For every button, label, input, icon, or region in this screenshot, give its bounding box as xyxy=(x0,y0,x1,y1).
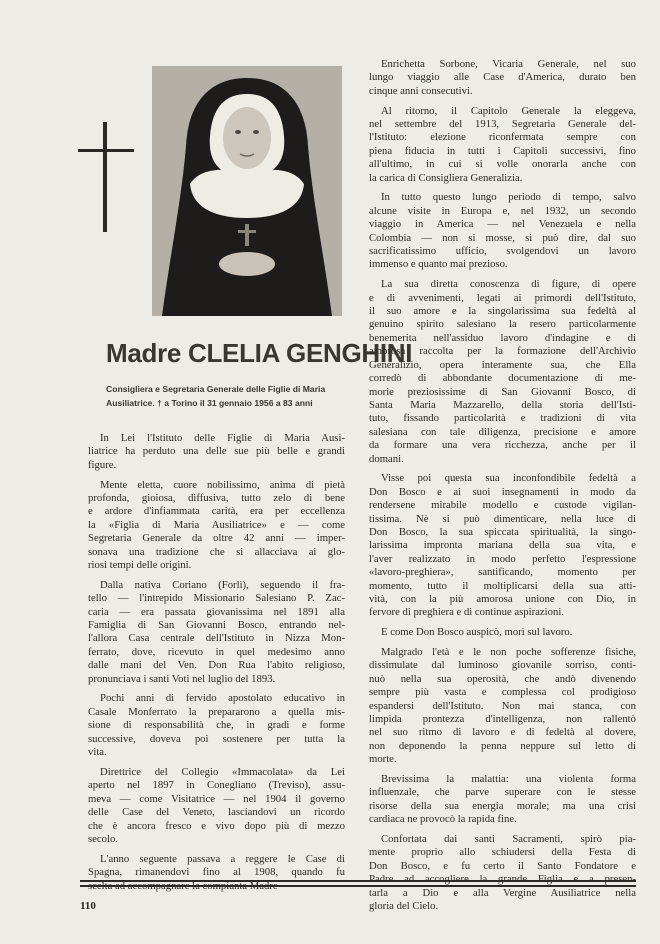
text-line: immenso e quanto mai prezioso. xyxy=(369,258,508,271)
text-line: piena fiducia in tutti i Capitoli successivi, fino xyxy=(369,144,636,157)
text-line: profonda, gioiosa, diffusiva, tutto zelo di bene xyxy=(88,492,345,505)
text-line: Segretaria Generale da oltre 42 anni — imper- xyxy=(88,532,345,545)
text-line: limpida prontezza d'intelligenza, non rallentò xyxy=(369,713,636,726)
text-line: momento, tutto il moltiplicarsi della sua atti- xyxy=(369,579,636,592)
text-line: secolo. xyxy=(88,832,118,845)
text-line: fervore di preghiera e di continue aspirazioni. xyxy=(369,606,564,619)
text-line: Confortata dai santi Sacramenti, spirò pia- xyxy=(381,833,636,846)
text-line: riosi tempi delle origini. xyxy=(88,559,192,572)
subtitle-line: Consigliera e Segretaria Generale delle Figlie di Maria xyxy=(106,384,326,394)
text-line: viaggio in America — nel Venezuela e nella xyxy=(369,218,636,231)
paragraph xyxy=(369,833,636,913)
text-line: domani. xyxy=(369,452,404,465)
text-line: espandersi dell'Istituto. Non mai stanca, con xyxy=(369,699,636,712)
paragraph xyxy=(88,692,345,759)
paragraph xyxy=(369,472,636,619)
text-line: Visse poi questa sua inconfondibile fedeltà a xyxy=(381,472,636,485)
paragraph xyxy=(88,479,345,573)
text-line: figure. xyxy=(88,458,117,471)
text-line: La sua diretta conoscenza di figure, di opere xyxy=(381,278,636,291)
text-line: l'Istituto: elezione riconfermata sempre con xyxy=(369,131,636,144)
text-line: all'ultimo, in cui si volle onorarla anche con xyxy=(369,158,636,171)
paragraph xyxy=(369,626,636,639)
text-line: nel suo ritmo di lavoro e di fedeltà al dovere, xyxy=(369,726,636,739)
text-line: Dalla nativa Coriano (Forlì), seguendo il fra- xyxy=(100,578,345,591)
text-line: tarla a Dio e alla Vergine Ausiliatrice nella xyxy=(369,886,636,899)
text-line: e ardore d'infiammata carità, era per eccellenza xyxy=(88,505,345,518)
right-column xyxy=(369,58,636,920)
text-line: Direttrice del Collegio «Immacolata» da Lei xyxy=(100,765,345,778)
text-line: lungo viaggio alle Case d'America, durato ben xyxy=(369,71,636,84)
text-line: sempre più vasta e complessa col prodigioso xyxy=(369,686,636,699)
text-line: larissima impronta mariana della sua vita, e xyxy=(369,539,636,552)
text-line: In tutto questo lungo periodo di tempo, salvo xyxy=(381,191,636,204)
text-line: influenzale, che parve superare con le stesse xyxy=(369,786,636,799)
text-line: tuto, fissando particolarità e tradizioni di vita xyxy=(369,412,636,425)
text-line: e di avvenimenti, legati ai primordi dell'Istituto, xyxy=(369,291,636,304)
text-line: alcune visite in Europa e, nel 1932, un secondo xyxy=(369,204,636,217)
text-line: la «Figlia di Maria Ausiliatrice» e — come xyxy=(88,518,345,531)
paragraph xyxy=(369,191,636,271)
text-line: successive, doveva poi sostenere per tutta la xyxy=(88,732,345,745)
text-line: gloria del Cielo. xyxy=(369,900,439,913)
page-number: 110 xyxy=(80,900,96,912)
paragraph xyxy=(88,766,345,846)
paragraph xyxy=(369,646,636,767)
paragraph xyxy=(369,773,636,827)
subtitle-line: Ausiliatrice. † a Torino il 31 gennaio 1956 a 83 anni xyxy=(106,398,313,408)
text-line: L'anno seguente passava a reggere le Case di xyxy=(100,852,345,865)
text-line: delle Case del Veneto, lasciandovi un ricordo xyxy=(88,806,345,819)
text-line: morte. xyxy=(369,753,397,766)
text-line: la carica di Consigliera Generalizia. xyxy=(369,171,523,184)
text-line: che è ancora fresco e vivo dopo più di mezzo xyxy=(88,819,345,832)
text-line: l'allora Casa centrale dell'Istituto in Nizza Mon- xyxy=(88,632,345,645)
paragraph xyxy=(88,579,345,686)
text-line: pronunciava i santi Voti nel luglio del 1893. xyxy=(88,672,276,685)
text-line: Brevissima la malattia: una violenta forma xyxy=(381,773,636,786)
text-line: risorse della sua energia morale; ma una crisi xyxy=(369,799,636,812)
text-line: Famiglia di San Giovanni Bosco, entrando nel- xyxy=(88,619,345,632)
left-column xyxy=(88,432,345,899)
text-line: meva — come Visitatrice — nel 1904 il governo xyxy=(88,792,345,805)
subtitle xyxy=(106,382,346,410)
text-line: Al ritorno, il Capitolo Generale la eleggeva, xyxy=(381,104,636,117)
text-line: Enrichetta Sorbone, Vicaria Generale, nel suo xyxy=(381,58,636,70)
text-line: vita. xyxy=(88,746,107,759)
paragraph xyxy=(369,278,636,466)
text-line: benemerita nell'assiduo lavoro d'indagine e di xyxy=(369,331,636,344)
text-line: cinque anni consecutivi. xyxy=(369,84,473,97)
text-line: genuino spirito salesiano la resero particolarmente xyxy=(369,318,636,331)
paragraph xyxy=(88,432,345,472)
text-line: dissimulate dal luminoso giovanile sorriso, conti- xyxy=(369,659,636,672)
text-line: E come Don Bosco auspicò, morì sul lavoro. xyxy=(381,626,573,639)
text-line: Pochi anni di fervido apostolato educativo in xyxy=(100,692,345,705)
text-line: rendersene mirabile modello e custode vigilan- xyxy=(369,499,636,512)
text-line: Don Bosco, e fu certo il Santo Fondatore e xyxy=(369,859,636,872)
text-line: nuò nella sua operosità, che andò divenendo xyxy=(369,672,636,685)
cross-icon xyxy=(78,122,134,232)
text-line: In Lei l'Istituto delle Figlie di Maria Ausi- xyxy=(100,432,345,444)
text-line: liatrice ha perduto una delle sue più belle e grandi xyxy=(88,445,345,458)
text-line: Spagna, rimanendovi fino al 1908, quando fu xyxy=(88,866,345,879)
text-line: l'aver realizzato in modo perfetto l'espressione xyxy=(369,552,636,565)
text-line: aperto nel 1897 in Conegliano (Treviso), assu- xyxy=(88,779,345,792)
text-line: nel settembre del 1913, Segretaria Generale del- xyxy=(369,118,636,131)
footer-rule xyxy=(80,880,636,882)
text-line: Mente eletta, cuore nobilissimo, anima di pietà xyxy=(100,478,345,491)
text-line: tissima. Nè si può dimenticare, nella luce di xyxy=(369,512,636,525)
text-line: Generalizio, opera interamente sua, che Ella xyxy=(369,358,636,371)
text-line: sonava una tradizione che si allacciava ai glo- xyxy=(88,545,345,558)
text-line: da formare una vera ricchezza, anche per il xyxy=(369,439,636,452)
text-line: Colombia — non si mosse, si può dire, dal suo xyxy=(369,231,636,244)
text-line: dalle mani del Ven. Don Rua l'abito religioso, xyxy=(88,659,345,672)
text-line: sacrificatissimo ufficio, svolgendovi un lavoro xyxy=(369,245,636,258)
text-line: mente proprio allo schiudersi della Festa di xyxy=(369,846,636,859)
text-line: «lavoro-preghiera», santificando, momento per xyxy=(369,566,636,579)
text-line: cardiaca ne provocò la rapida fine. xyxy=(369,813,517,826)
text-line: corredò di abbondante documentazione di me- xyxy=(369,372,636,385)
footer-rule xyxy=(80,885,636,887)
text-line: ferrato, dove, ricevuto in quel medesimo anno xyxy=(88,645,345,658)
text-line: amorosa raccolta per la formazione dell'Archivio xyxy=(369,345,636,358)
text-line: non deponendo la penna neppure sul letto di xyxy=(369,739,636,752)
text-line: Don Bosco, la sua spiccata spiritualità, la singo- xyxy=(369,525,636,538)
text-line: vità, con la più amorosa unione con Dio, in xyxy=(369,593,636,605)
text-line: caria — era passata giovanissima nel 1891 alla xyxy=(88,605,345,618)
text-line: tello — l'intrepido Missionario Salesiano P. Zac- xyxy=(88,592,345,605)
page-title: Madre CLELIA GENGHINI xyxy=(106,338,413,368)
text-line: Santa Maria Mazzarello, della storia dell'Isti- xyxy=(369,398,636,411)
text-line: morie preziosissime di San Giovanni Bosco, di xyxy=(369,385,636,398)
text-line: Don Bosco e ai suoi insegnamenti in modo da xyxy=(369,485,636,498)
paragraph xyxy=(369,105,636,185)
text-line: sione di responsabilità che, in gradi e forme xyxy=(88,719,345,732)
text-line: il suo amore e la singolarissima sua fedeltà al xyxy=(369,305,636,318)
paragraph xyxy=(369,58,636,98)
text-line: Malgrado l'età e le non poche sofferenze fisiche, xyxy=(381,646,636,658)
portrait-photo xyxy=(152,66,342,316)
text-line: Casale Monferrato la prepararono a quella mis- xyxy=(88,705,345,718)
text-line: salesiana con tale diligenza, precisione e amore xyxy=(369,425,636,438)
